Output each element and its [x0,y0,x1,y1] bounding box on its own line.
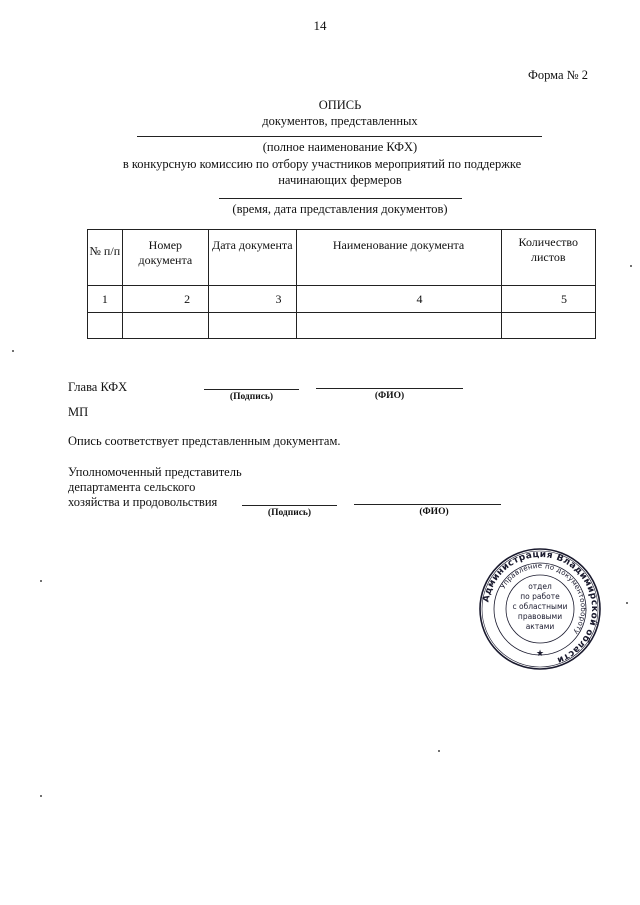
document-title: ОПИСЬ [318,98,362,112]
representative-line-2: департамента сельского [68,480,196,494]
kfh-name-line [137,136,542,137]
table-cell: 4 [296,286,501,313]
representative-line-1: Уполномоченный представитель [68,465,242,479]
scan-speck [40,580,42,582]
star-icon: ★ [535,649,545,659]
scan-speck [40,795,42,797]
head-fio-caption: (ФИО) [374,391,405,401]
scan-speck [12,350,14,352]
time-date-caption: (время, дата представления документов) [232,202,448,216]
table-cell: 1 [88,286,123,313]
table-cell: 3 [209,286,296,313]
table-cell [209,313,296,339]
col-header-number: № п/п [88,230,123,286]
table-cell [501,313,595,339]
stamp-center-line: с областными [512,602,568,611]
page-number: 14 [313,18,327,33]
table-header-row [88,230,596,286]
head-signature-line [204,389,299,390]
table-cell: 5 [501,286,595,313]
rep-fio-caption: (ФИО) [419,507,449,517]
rep-signature-line [242,505,337,506]
stamp-center-line: по работе [520,592,560,601]
time-date-line [219,198,462,199]
col-header-doc-date: Дата документа [209,230,296,286]
table-cell [122,313,208,339]
mp-label: МП [68,405,89,419]
head-fio-line [316,388,463,389]
commission-line-1: в конкурсную комиссию по отбору участников мероприятий по поддержке [122,157,522,171]
kfh-name-caption: (полное наименование КФХ) [262,140,418,154]
representative-line-3: хозяйства и продовольствия [68,495,218,509]
col-header-doc-name: Наименование документа [296,230,501,286]
conformity-text: Опись соответствует представленным документам. [68,434,341,448]
col-header-sheets: Количество листов [501,230,595,286]
rep-fio-line [354,504,501,505]
scan-speck [438,750,440,752]
stamp-center-line: правовыми [517,612,563,621]
documents-table [87,229,596,339]
table-cell: 2 [122,286,208,313]
col-header-doc-number: Номер документа [122,230,208,286]
table-numbering-row [88,286,596,313]
scan-speck [630,265,632,267]
stamp-center-line: отдел [528,582,552,591]
document-subtitle: документов, представленных [262,114,418,128]
rep-signature-caption: (Подпись) [267,508,312,518]
scan-speck [626,602,628,604]
table-cell [296,313,501,339]
stamp-inner-ring-text: Управление по документообороту [498,561,588,636]
official-stamp [478,547,602,671]
head-signature-caption: (Подпись) [229,392,274,402]
stamp-center-line: актами [525,622,555,631]
table-row [88,313,596,339]
stamp-outer-ring-text: Администрация Владимирской области [481,549,600,665]
form-label: Форма № 2 [528,68,588,82]
table-cell [88,313,123,339]
commission-line-2: начинающих фермеров [278,173,402,187]
head-kfh-label: Глава КФХ [68,380,128,394]
